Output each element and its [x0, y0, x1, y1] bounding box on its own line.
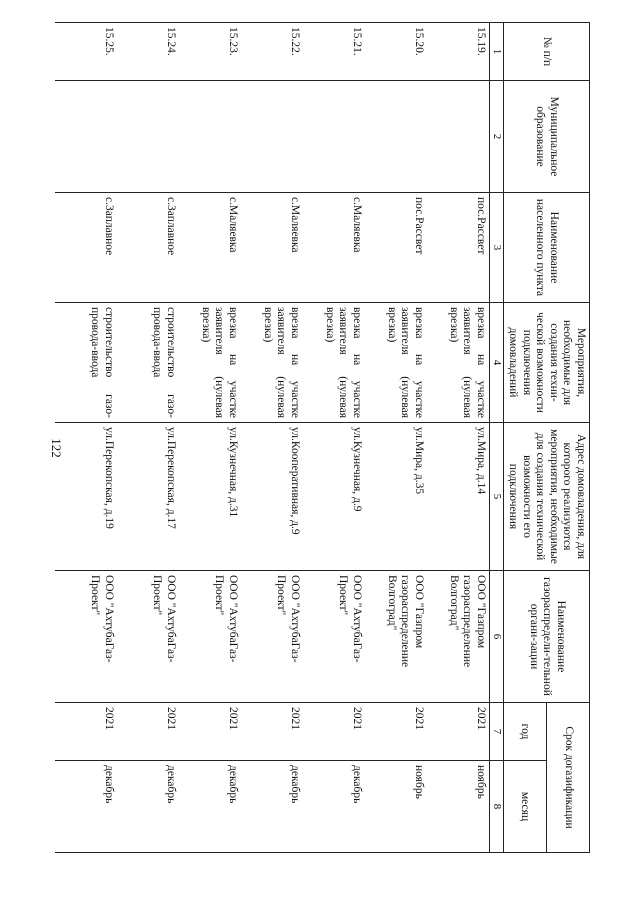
row-organization: ООО "АхтубаГаз-Проект" — [117, 571, 179, 703]
column-number: 8 — [489, 761, 503, 853]
row-number: 15.24. — [117, 23, 179, 81]
row-month: ноябрь — [427, 761, 490, 853]
row-number: 15.19. — [427, 23, 490, 81]
row-settlement: с.Маляевка — [241, 193, 303, 303]
row-address: ул.Кузнечная, д.9 — [303, 423, 365, 571]
row-address: ул.Мира, д.35 — [365, 423, 427, 571]
row-organization: ООО "АхтубаГаз-Проект" — [179, 571, 241, 703]
column-number: 2 — [489, 81, 503, 193]
row-settlement: с.Маляевка — [303, 193, 365, 303]
row-year: 2021 — [117, 703, 179, 761]
row-organization: ООО "АхтубаГаз-Проект" — [241, 571, 303, 703]
header-address: Адрес домовладения, для которого реализуются мероприятия, необходимые для создания технической возможности его подключения — [503, 423, 589, 571]
row-number: 15.25. — [55, 23, 117, 81]
gasification-table — [55, 22, 590, 853]
header-month: месяц — [503, 761, 546, 853]
row-address: ул.Перекопская, д.17 — [117, 423, 179, 571]
row-organization: ООО "АхтубаГаз-Проект" — [303, 571, 365, 703]
row-organization: ООО "Газпром газораспределение Волгоград" — [365, 571, 427, 703]
header-municipality: Муниципальное образование — [503, 81, 589, 193]
header-year: год — [503, 703, 546, 761]
page-number: 122 — [48, 438, 64, 458]
row-activity: врезка на участке заявителя (нулевая врезка) — [179, 303, 241, 423]
row-address: ул.Перекопская, д.19 — [55, 423, 117, 571]
row-month: декабрь — [241, 761, 303, 853]
row-number: 15.20. — [365, 23, 427, 81]
row-number: 15.23. — [179, 23, 241, 81]
row-municipality — [427, 81, 490, 193]
table-row — [55, 23, 117, 853]
row-activity: строительство газо-провода-ввода — [117, 303, 179, 423]
table-row — [241, 23, 303, 853]
row-municipality — [179, 81, 241, 193]
row-year: 2021 — [55, 703, 117, 761]
row-activity: врезка на участке заявителя (нулевая врезка) — [365, 303, 427, 423]
row-activity: врезка на участке заявителя (нулевая врезка) — [427, 303, 490, 423]
column-number: 7 — [489, 703, 503, 761]
row-activity: врезка на участке заявителя (нулевая врезка) — [241, 303, 303, 423]
column-number: 5 — [489, 423, 503, 571]
column-number: 4 — [489, 303, 503, 423]
column-number: 1 — [489, 23, 503, 81]
column-numbers-row — [489, 23, 503, 853]
row-month: декабрь — [55, 761, 117, 853]
column-number: 6 — [489, 571, 503, 703]
row-organization: ООО "Газпром газораспределение Волгоград" — [427, 571, 490, 703]
row-number: 15.21. — [303, 23, 365, 81]
table-row — [117, 23, 179, 853]
column-number: 3 — [489, 193, 503, 303]
row-activity: врезка на участке заявителя (нулевая врезка) — [303, 303, 365, 423]
row-municipality — [117, 81, 179, 193]
row-settlement: пос.Рассвет — [365, 193, 427, 303]
row-settlement: с.Заплавное — [55, 193, 117, 303]
row-year: 2021 — [179, 703, 241, 761]
row-municipality — [303, 81, 365, 193]
row-settlement: с.Маляевка — [179, 193, 241, 303]
row-municipality — [55, 81, 117, 193]
table-row — [427, 23, 490, 853]
rotated-table-container — [90, 22, 590, 852]
header-settlement: Наименование населенного пункта — [503, 193, 589, 303]
header-organization: Наименование газораспредели-тельной органи-зации — [503, 571, 589, 703]
row-month: декабрь — [117, 761, 179, 853]
row-address: ул.Кооперативная, д.9 — [241, 423, 303, 571]
header-number: № п/п — [503, 23, 589, 81]
table-row — [303, 23, 365, 853]
row-month: ноябрь — [365, 761, 427, 853]
table-row — [179, 23, 241, 853]
header-deadline: Срок догазификации — [546, 703, 589, 853]
row-month: декабрь — [179, 761, 241, 853]
row-settlement: с.Заплавное — [117, 193, 179, 303]
row-organization: ООО "АхтубаГаз-Проект" — [55, 571, 117, 703]
row-year: 2021 — [241, 703, 303, 761]
row-year: 2021 — [365, 703, 427, 761]
table-row — [365, 23, 427, 853]
row-municipality — [365, 81, 427, 193]
row-number: 15.22. — [241, 23, 303, 81]
row-year: 2021 — [427, 703, 490, 761]
row-activity: строительство газо-провода-ввода — [55, 303, 117, 423]
row-municipality — [241, 81, 303, 193]
row-address: ул.Мира, д.14 — [427, 423, 490, 571]
row-settlement: пос.Рассвет — [427, 193, 490, 303]
row-address: ул.Кузнечная, д.31 — [179, 423, 241, 571]
header-activities: Мероприятия, необходимые для создания техни-ческой возможности подключения домовладений — [503, 303, 589, 423]
row-month: декабрь — [303, 761, 365, 853]
row-year: 2021 — [303, 703, 365, 761]
